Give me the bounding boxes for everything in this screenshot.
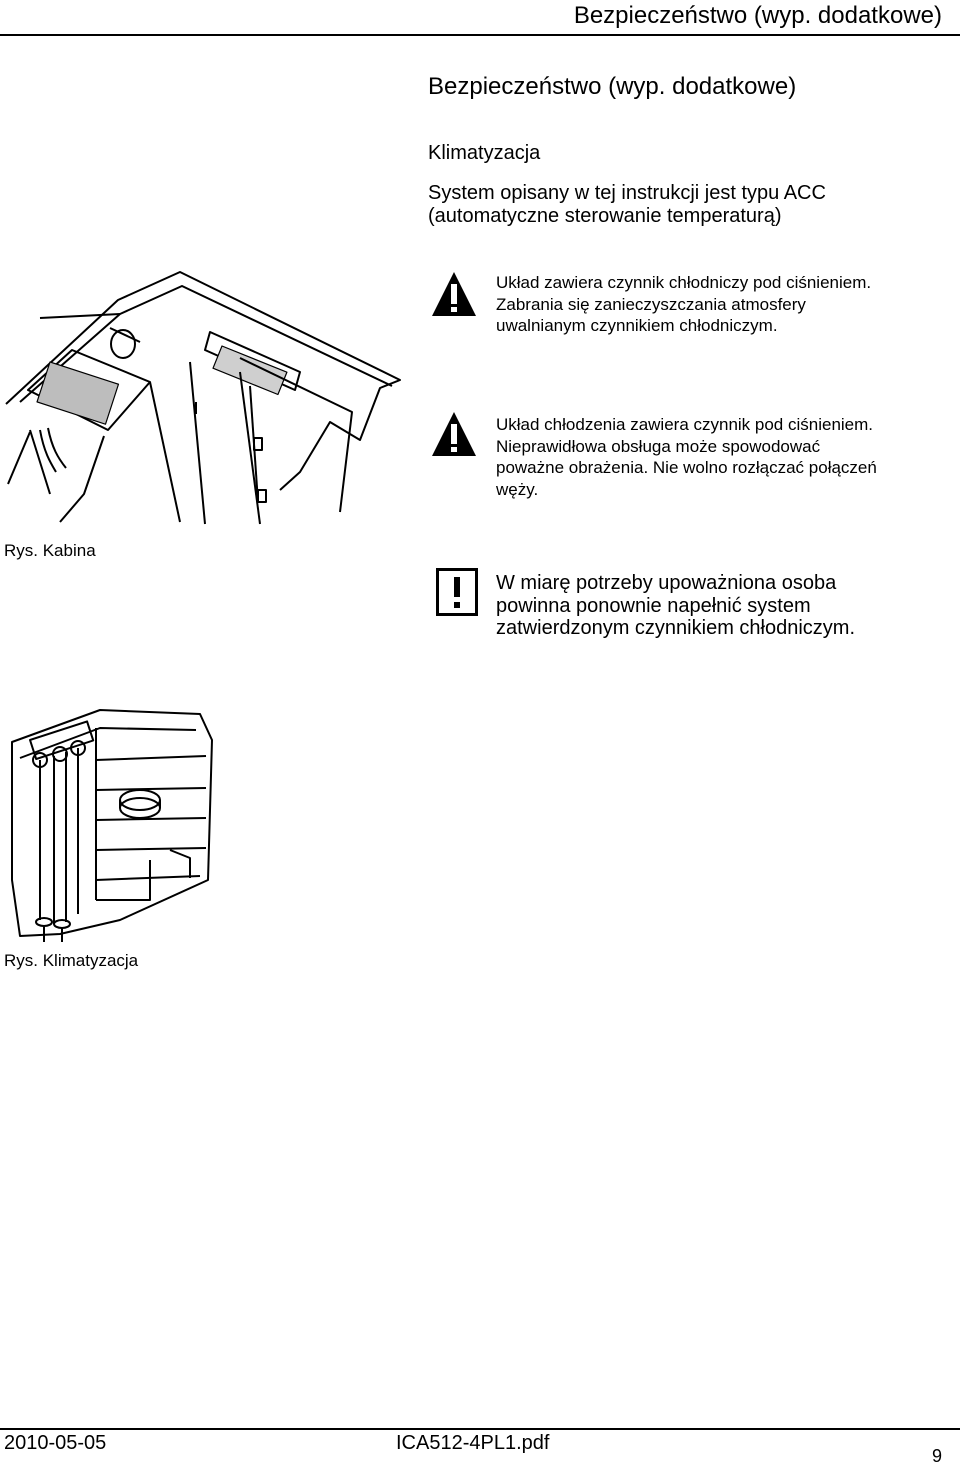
warning-line: uwalnianym czynnikiem chłodniczym.: [496, 316, 778, 335]
note-text: [496, 572, 956, 640]
warning-line: węży.: [496, 479, 539, 499]
warning-line: Zabrania się zanieczyszczania atmosfery: [496, 294, 806, 314]
intro-line: System opisany w tej instrukcji jest typu ACC: [428, 182, 826, 204]
note-line: W miarę potrzeby upoważniona osoba: [496, 572, 837, 594]
warning-line: Układ chłodzenia zawiera czynnik pod ciśnieniem.: [496, 415, 874, 434]
figure-caption: Rys. Kabina: [4, 541, 96, 560]
exclamation-box-icon: [436, 568, 478, 616]
warning-triangle-icon: [430, 410, 478, 458]
footer-filename: ICA512-4PL1.pdf: [396, 1432, 550, 1454]
warning-text: [496, 272, 956, 337]
cabin-illustration: [0, 262, 412, 530]
warning-line: poważne obrażenia. Nie wolno rozłączać połączeń: [496, 458, 877, 477]
running-header: Bezpieczeństwo (wyp. dodatkowe): [573, 2, 942, 29]
note-line: powinna ponownie napełnić system: [496, 594, 811, 617]
warning-text: [496, 414, 956, 500]
ac-unit-illustration: [0, 700, 220, 946]
note-line: zatwierdzonym czynnikiem chłodniczym.: [496, 617, 856, 639]
header-rule: [0, 34, 960, 36]
section-intro: [428, 182, 948, 228]
warning-line: Nieprawidłowa obsługa może spowodować: [496, 436, 821, 456]
intro-line: (automatyczne sterowanie temperaturą): [428, 205, 782, 227]
page-title: Bezpieczeństwo (wyp. dodatkowe): [428, 73, 797, 100]
footer-rule: [0, 1428, 960, 1430]
section-title: Klimatyzacja: [428, 142, 541, 164]
footer-date: 2010-05-05: [4, 1432, 107, 1454]
warning-triangle-icon: [430, 270, 478, 318]
warning-line: Układ zawiera czynnik chłodniczy pod ciśnieniem.: [496, 273, 872, 292]
page-number: 9: [931, 1446, 942, 1466]
figure-caption: Rys. Klimatyzacja: [4, 951, 139, 970]
